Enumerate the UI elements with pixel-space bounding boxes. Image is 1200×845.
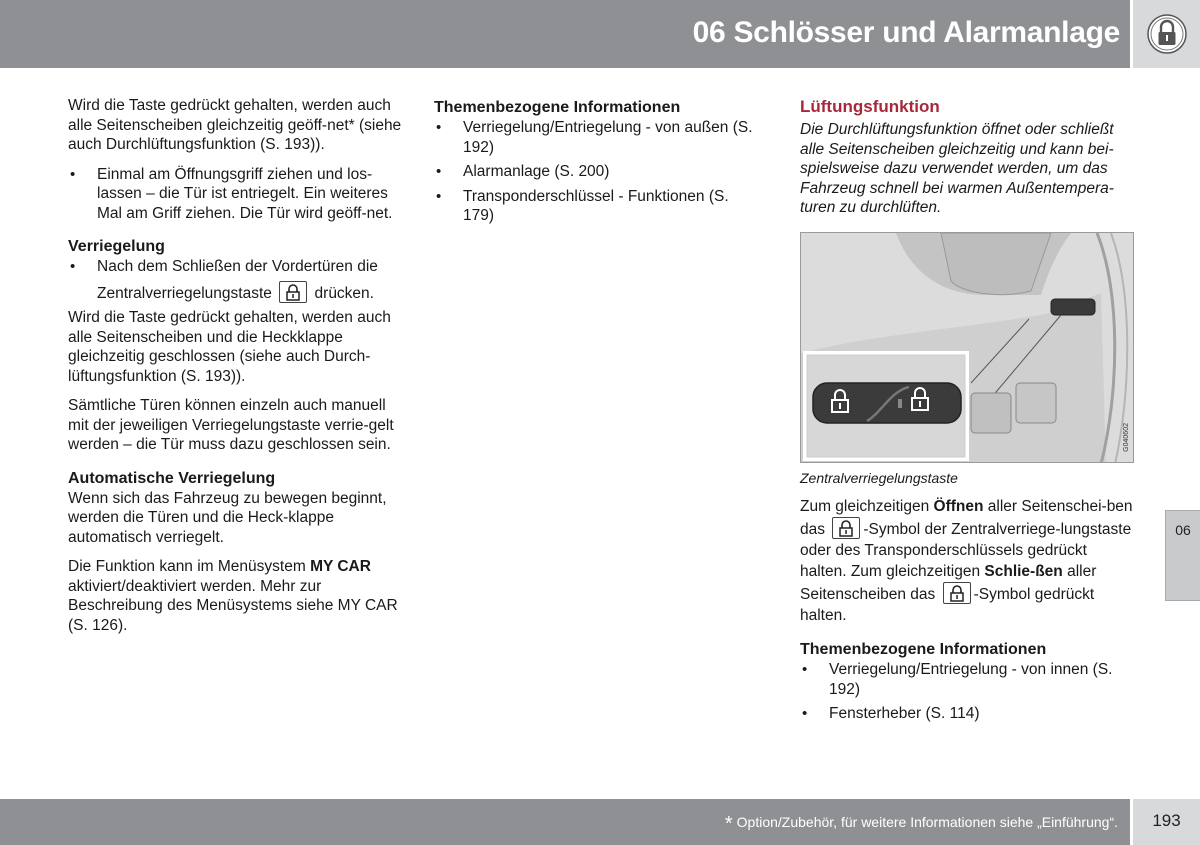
door-panel-illustration [801,233,1134,463]
paragraph [68,557,402,635]
column-middle [434,96,754,231]
text: Zum gleichzeitigen [800,498,930,515]
paragraph: Wird die Taste gedrückt gehalten, werden auch alle Seitenscheiben gleichzeitig geöff-net* (siehe auch Durchlüftungsfunktion (S. 193)). [68,97,402,153]
related-link[interactable]: • Fensterheber (S. 114) [800,704,1136,724]
bold-text: MY CAR [310,558,371,575]
text: aller Seitenschei-ben das [800,498,1133,538]
related-info-list [434,118,754,226]
text: -Symbol der Zentralverriege-lungstaste oder des Transponderschlüssels gedrückt halten. Zum gleichzeitigen [800,521,1132,580]
footnote-star: * [724,813,733,835]
text: Die Funktion kann im Menüsystem [68,558,306,575]
related-info-heading: Themenbezogene Informationen [434,99,681,116]
related-link[interactable]: • Alarmanlage (S. 200) [434,162,754,182]
section-title: Lüftungsfunktion [800,97,940,116]
page-number: 193 [1133,799,1200,845]
text: aktiviert/deaktiviert werden. Mehr zur Beschreibung des Menüsystems siehe MY CAR (S. 126). [68,577,398,634]
related-link[interactable]: • Verriegelung/Entriegelung - von innen (S. 192) [800,660,1136,699]
bold-text: Schlie-ßen [984,563,1063,580]
related-link[interactable]: • Transponderschlüssel - Funktionen (S. 179) [434,187,754,226]
bullet-text: drücken. [314,284,374,302]
page-title: 06 Schlösser und Alarmanlage [692,16,1120,49]
footer-note [725,813,1118,833]
related-info-heading: Themenbezogene Informationen [800,641,1047,658]
intro-text: Die Durchlüftungsfunktion öffnet oder schließt alle Seitenscheiben gleichzeitig und kann bei-spielsweise dazu verwendet werden, um das Fahrzeug schnell bei warmen Außentempera-turen zu durchlüften. [800,121,1114,216]
bullet-list [68,257,402,303]
column-right [800,96,1136,729]
paragraph: Sämtliche Türen können einzeln auch manuell mit der jeweiligen Verriegelungstaste verrie-gelt werden – die Tür muss dazu geschlossen sein. [68,397,394,453]
chapter-icon-box [1133,0,1200,68]
paragraph [800,496,1136,626]
column-left [68,96,402,645]
paragraph: Wird die Taste gedrückt gehalten, werden auch alle Seitenscheiben und die Heckklappe gleichzeitig geschlossen (siehe auch Durch-lüftungsfunktion (S. 193)). [68,309,391,385]
bullet-text: Nach dem Schließen der Vordertüren die Zentralverriegelungstaste [97,258,378,302]
text: aller Seitenscheiben das [800,563,1097,603]
section-heading-auto: Automatische Verriegelung [68,469,276,487]
door-panel-figure [800,232,1134,463]
figure-code: G040602 [1123,422,1130,452]
chapter-tab[interactable]: 06 [1165,510,1200,601]
list-item [68,257,402,303]
lock-icon [1146,13,1188,55]
paragraph: Wenn sich das Fahrzeug zu bewegen beginnt, werden die Türen und die Heck-klappe automatisch verriegelt. [68,489,387,546]
related-link[interactable]: • Verriegelung/Entriegelung - von außen (S. 192) [434,118,754,157]
list-item: • Einmal am Öffnungsgriff ziehen und los-lassen – die Tür ist entriegelt. Ein weiteres Mal am Griff ziehen. Die Tür wird geöff-net. [68,165,402,224]
section-heading-verriegelung: Verriegelung [68,238,165,255]
footnote-text: Option/Zubehör, für weitere Informationen siehe „Einführung“. [736,814,1118,830]
inline-unlock-icon [832,517,860,539]
bullet-list [68,165,402,224]
related-info-list [800,660,1136,724]
text: -Symbol gedrückt halten. [800,586,1095,624]
bold-text: Öffnen [933,498,984,515]
inline-lock-icon [943,582,971,604]
figure-caption: Zentralverriegelungstaste [800,469,958,486]
inline-lock-icon [279,281,307,303]
